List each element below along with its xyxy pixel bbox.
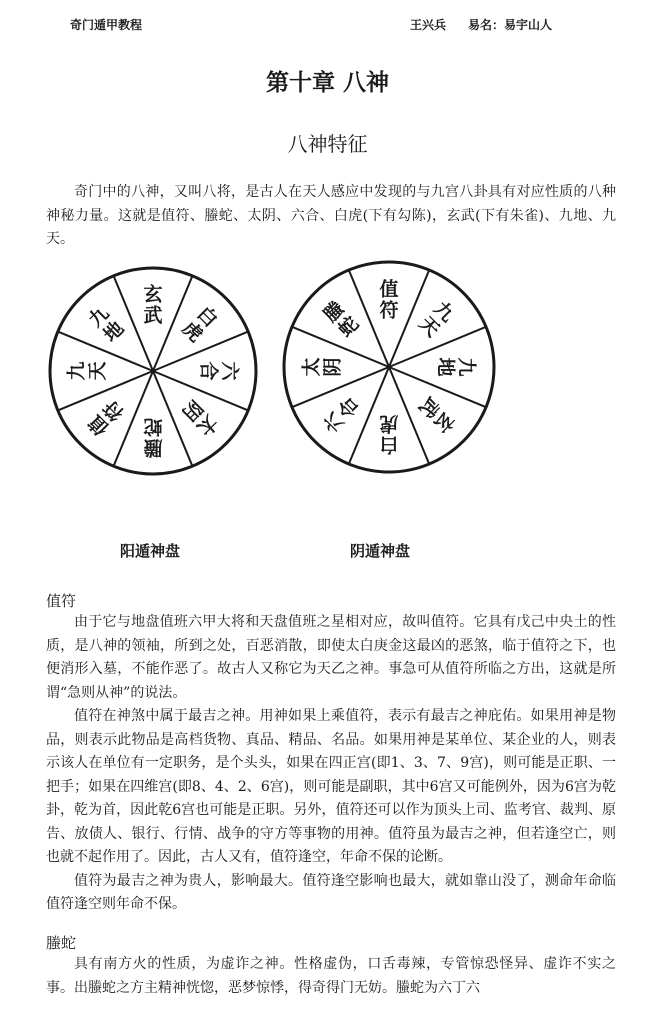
zhifu-paragraph-3: 值符为最吉之神为贵人，影响最大。值符逢空影响也最大，就如靠山没了，测命年命临值符逢空则年命不保。	[46, 872, 616, 912]
tengshe-heading: 螣蛇	[46, 934, 77, 952]
yang-dun-label: 九地	[84, 302, 129, 347]
tengshe-body	[46, 953, 616, 1000]
yin-dun-label: 九地	[434, 357, 478, 377]
yang-dun-label: 螣蛇	[143, 415, 163, 459]
yin-dun-label: 白虎	[379, 412, 399, 456]
yin-dun-wheel	[284, 262, 494, 472]
zhifu-paragraph-1: 由于它与地盘值班六甲大将和天盘值班之星相对应，故叫值符。它具有戊己中央土的性质，是八神的领袖，所到之处，百恶消散，即使太白庚金这最凶的恶煞，临于值符之下，也便消形入墓，不能作恶了。故古人又称它为天乙之神。事急可从值符所临之方出，这就是所谓“急则从神”的说法。	[46, 614, 616, 701]
yang-dun-label: 值符	[84, 395, 129, 440]
zhifu-body	[46, 611, 616, 917]
zhifu-paragraph-2: 值符在神煞中属于最吉之神。用神如果上乘值符，表示有最吉之神庇佑。如果用神是物品，则表示此物品是高档货物、真品、精品、名品。如果用神是某单位、某企业的人，则表示该人在单位有一定职务，是个头头，如果在四正宫(即1、3、7、9宫)，则可能是正职、一把手；如果在四维宫(即8、4、2、6宫)，则可能是副职，其中6宫又可能例外，因为6宫为乾卦，乾为首，因此乾6宫也可能是正职。另外，值符还可以作为顶头上司、监考官、裁判、原告、放债人、银行、行情、战争的守方等事物的用神。值符虽为最吉之神，但若逢空亡，则也就不起作用了。因此，古人又有，值符逢空，年命不保的论断。	[46, 708, 616, 865]
yin-dun-label: 值符	[379, 278, 399, 322]
yin-dun-caption: 阴遁神盘	[350, 542, 411, 560]
yang-dun-caption: 阳遁神盘	[120, 542, 181, 560]
running-header-left: 奇门遁甲教程	[70, 18, 143, 32]
yang-dun-label: 太阴	[177, 395, 222, 440]
section-title: 八神特征	[287, 132, 368, 156]
yang-dun-label: 九天	[65, 361, 109, 381]
yang-dun-label: 玄武	[143, 283, 163, 327]
yin-dun-label: 九天	[414, 297, 459, 342]
author-name: 王兴兵	[410, 18, 447, 32]
yin-dun-label: 螣蛇	[319, 297, 364, 342]
chapter-title: 第十章 八神	[265, 69, 389, 96]
yang-dun-wheel	[50, 268, 256, 474]
yin-dun-label: 六合	[319, 392, 364, 437]
tengshe-paragraph-1: 具有南方火的性质，为虚诈之神。性格虚伪，口舌毒辣，专管惊恐怪异、虚诈不实之事。出螣蛇之方主精神恍惚，恶梦惊悸，得奇得门无妨。螣蛇为六丁六	[46, 956, 616, 996]
zhifu-heading: 值符	[46, 592, 77, 610]
yin-dun-label: 玄武	[414, 392, 459, 437]
yin-dun-label: 太阴	[300, 357, 344, 377]
yang-dun-label: 六合	[197, 361, 241, 381]
yang-dun-label: 白虎	[177, 302, 222, 347]
author-alias: 易名：易宇山人	[468, 18, 553, 32]
intro-text: 奇门中的八神，又叫八将，是古人在天人感应中发现的与九宫八卦具有对应性质的八种神秘力量。这就是值符、螣蛇、太阴、六合、白虎(下有勾陈)，玄武(下有朱雀)、九地、九天。	[46, 184, 616, 247]
